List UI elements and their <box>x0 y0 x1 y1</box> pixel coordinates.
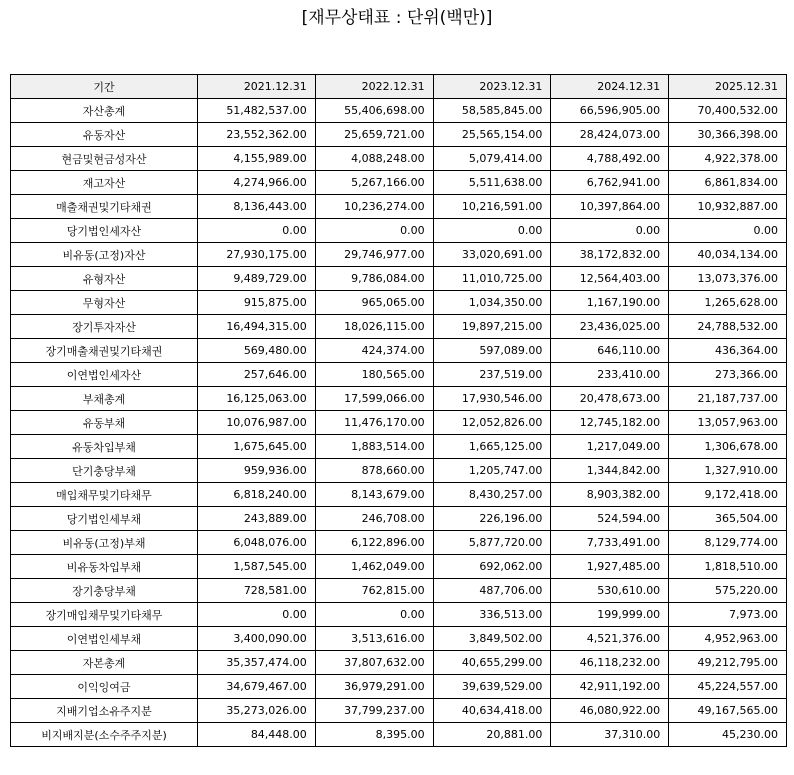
table-cell-value: 40,034,134.00 <box>669 243 787 267</box>
table-row <box>11 243 787 267</box>
row-label: 이연법인세자산 <box>11 363 198 387</box>
table-cell-value: 530,610.00 <box>551 579 669 603</box>
table-cell-value: 30,366,398.00 <box>669 123 787 147</box>
table-cell-value: 20,478,673.00 <box>551 387 669 411</box>
table-cell-value: 35,357,474.00 <box>198 651 316 675</box>
table-cell-value: 336,513.00 <box>433 603 551 627</box>
table-row <box>11 291 787 315</box>
table-row <box>11 195 787 219</box>
table-cell-value: 16,494,315.00 <box>198 315 316 339</box>
table-cell-value: 7,733,491.00 <box>551 531 669 555</box>
table-cell-value: 1,665,125.00 <box>433 435 551 459</box>
table-cell-value: 5,511,638.00 <box>433 171 551 195</box>
table-cell-value: 915,875.00 <box>198 291 316 315</box>
table-cell-value: 1,167,190.00 <box>551 291 669 315</box>
row-label: 장기매출채권및기타채권 <box>11 339 198 363</box>
table-cell-value: 66,596,905.00 <box>551 99 669 123</box>
table-row <box>11 579 787 603</box>
table-cell-value: 6,818,240.00 <box>198 483 316 507</box>
table-cell-value: 8,430,257.00 <box>433 483 551 507</box>
table-cell-value: 878,660.00 <box>315 459 433 483</box>
table-cell-value: 524,594.00 <box>551 507 669 531</box>
table-cell-value: 3,513,616.00 <box>315 627 433 651</box>
table-cell-value: 40,634,418.00 <box>433 699 551 723</box>
table-cell-value: 21,187,737.00 <box>669 387 787 411</box>
table-cell-value: 49,167,565.00 <box>669 699 787 723</box>
column-header-year: 2023.12.31 <box>433 75 551 99</box>
table-cell-value: 12,745,182.00 <box>551 411 669 435</box>
table-row <box>11 603 787 627</box>
row-label: 유동자산 <box>11 123 198 147</box>
table-cell-value: 24,788,532.00 <box>669 315 787 339</box>
table-cell-value: 4,922,378.00 <box>669 147 787 171</box>
table-row <box>11 363 787 387</box>
table-cell-value: 646,110.00 <box>551 339 669 363</box>
table-cell-value: 487,706.00 <box>433 579 551 603</box>
table-cell-value: 1,265,628.00 <box>669 291 787 315</box>
table-cell-value: 8,903,382.00 <box>551 483 669 507</box>
row-label: 장기매입채무및기타채무 <box>11 603 198 627</box>
table-cell-value: 84,448.00 <box>198 723 316 747</box>
table-cell-value: 233,410.00 <box>551 363 669 387</box>
table-cell-value: 4,155,989.00 <box>198 147 316 171</box>
table-cell-value: 959,936.00 <box>198 459 316 483</box>
header-row <box>11 75 787 99</box>
table-row <box>11 723 787 747</box>
table-cell-value: 37,310.00 <box>551 723 669 747</box>
table-row <box>11 339 787 363</box>
table-cell-value: 23,436,025.00 <box>551 315 669 339</box>
table-cell-value: 0.00 <box>433 219 551 243</box>
table-cell-value: 10,236,274.00 <box>315 195 433 219</box>
table-cell-value: 45,230.00 <box>669 723 787 747</box>
table-row <box>11 171 787 195</box>
table-cell-value: 37,799,237.00 <box>315 699 433 723</box>
table-cell-value: 6,048,076.00 <box>198 531 316 555</box>
table-cell-value: 1,327,910.00 <box>669 459 787 483</box>
table-cell-value: 597,089.00 <box>433 339 551 363</box>
row-label: 재고자산 <box>11 171 198 195</box>
table-cell-value: 199,999.00 <box>551 603 669 627</box>
table-cell-value: 0.00 <box>315 219 433 243</box>
table-cell-value: 692,062.00 <box>433 555 551 579</box>
table-cell-value: 10,076,987.00 <box>198 411 316 435</box>
table-cell-value: 39,639,529.00 <box>433 675 551 699</box>
column-header-year: 2021.12.31 <box>198 75 316 99</box>
table-cell-value: 1,927,485.00 <box>551 555 669 579</box>
table-cell-value: 17,599,066.00 <box>315 387 433 411</box>
table-cell-value: 257,646.00 <box>198 363 316 387</box>
table-cell-value: 13,073,376.00 <box>669 267 787 291</box>
table-cell-value: 25,565,154.00 <box>433 123 551 147</box>
table-cell-value: 1,217,049.00 <box>551 435 669 459</box>
table-cell-value: 38,172,832.00 <box>551 243 669 267</box>
table-cell-value: 6,122,896.00 <box>315 531 433 555</box>
table-cell-value: 3,400,090.00 <box>198 627 316 651</box>
table-cell-value: 10,932,887.00 <box>669 195 787 219</box>
table-cell-value: 8,136,443.00 <box>198 195 316 219</box>
table-row <box>11 555 787 579</box>
table-cell-value: 569,480.00 <box>198 339 316 363</box>
table-row <box>11 651 787 675</box>
table-cell-value: 34,679,467.00 <box>198 675 316 699</box>
row-label: 무형자산 <box>11 291 198 315</box>
table-cell-value: 8,129,774.00 <box>669 531 787 555</box>
table-cell-value: 4,521,376.00 <box>551 627 669 651</box>
table-cell-value: 6,861,834.00 <box>669 171 787 195</box>
table-cell-value: 226,196.00 <box>433 507 551 531</box>
table-cell-value: 243,889.00 <box>198 507 316 531</box>
table-cell-value: 10,216,591.00 <box>433 195 551 219</box>
table-cell-value: 5,079,414.00 <box>433 147 551 171</box>
table-cell-value: 180,565.00 <box>315 363 433 387</box>
table-cell-value: 4,788,492.00 <box>551 147 669 171</box>
table-cell-value: 1,818,510.00 <box>669 555 787 579</box>
row-label: 유동차입부채 <box>11 435 198 459</box>
table-cell-value: 19,897,215.00 <box>433 315 551 339</box>
table-cell-value: 27,930,175.00 <box>198 243 316 267</box>
table-cell-value: 11,010,725.00 <box>433 267 551 291</box>
table-cell-value: 273,366.00 <box>669 363 787 387</box>
column-header-year: 2024.12.31 <box>551 75 669 99</box>
table-cell-value: 16,125,063.00 <box>198 387 316 411</box>
table-cell-value: 1,587,545.00 <box>198 555 316 579</box>
table-cell-value: 1,205,747.00 <box>433 459 551 483</box>
table-cell-value: 51,482,537.00 <box>198 99 316 123</box>
table-cell-value: 0.00 <box>669 219 787 243</box>
table-cell-value: 575,220.00 <box>669 579 787 603</box>
table-cell-value: 23,552,362.00 <box>198 123 316 147</box>
table-row <box>11 483 787 507</box>
table-cell-value: 762,815.00 <box>315 579 433 603</box>
table-cell-value: 1,675,645.00 <box>198 435 316 459</box>
row-label: 비지배지분(소수주주지분) <box>11 723 198 747</box>
table-row <box>11 435 787 459</box>
column-header-period: 기간 <box>11 75 198 99</box>
table-cell-value: 46,080,922.00 <box>551 699 669 723</box>
row-label: 유형자산 <box>11 267 198 291</box>
row-label: 매입채무및기타채무 <box>11 483 198 507</box>
table-cell-value: 13,057,963.00 <box>669 411 787 435</box>
table-cell-value: 728,581.00 <box>198 579 316 603</box>
table-cell-value: 8,143,679.00 <box>315 483 433 507</box>
table-cell-value: 12,564,403.00 <box>551 267 669 291</box>
table-row <box>11 219 787 243</box>
table-cell-value: 9,489,729.00 <box>198 267 316 291</box>
table-cell-value: 10,397,864.00 <box>551 195 669 219</box>
table-cell-value: 8,395.00 <box>315 723 433 747</box>
table-cell-value: 3,849,502.00 <box>433 627 551 651</box>
table-cell-value: 28,424,073.00 <box>551 123 669 147</box>
table-row <box>11 531 787 555</box>
table-cell-value: 0.00 <box>198 219 316 243</box>
row-label: 단기충당부채 <box>11 459 198 483</box>
row-label: 매출채권및기타채권 <box>11 195 198 219</box>
table-cell-value: 1,344,842.00 <box>551 459 669 483</box>
table-cell-value: 9,172,418.00 <box>669 483 787 507</box>
table-cell-value: 4,088,248.00 <box>315 147 433 171</box>
table-cell-value: 1,306,678.00 <box>669 435 787 459</box>
table-row <box>11 147 787 171</box>
column-header-year: 2025.12.31 <box>669 75 787 99</box>
table-row <box>11 387 787 411</box>
row-label: 비유동(고정)자산 <box>11 243 198 267</box>
table-cell-value: 46,118,232.00 <box>551 651 669 675</box>
table-cell-value: 29,746,977.00 <box>315 243 433 267</box>
table-cell-value: 45,224,557.00 <box>669 675 787 699</box>
row-label: 자산총계 <box>11 99 198 123</box>
table-cell-value: 436,364.00 <box>669 339 787 363</box>
table-row <box>11 699 787 723</box>
table-row <box>11 267 787 291</box>
table-cell-value: 5,267,166.00 <box>315 171 433 195</box>
page-title: [재무상태표 : 단위(백만)] <box>301 8 493 28</box>
table-cell-value: 0.00 <box>551 219 669 243</box>
table-row <box>11 99 787 123</box>
table-cell-value: 4,274,966.00 <box>198 171 316 195</box>
table-row <box>11 459 787 483</box>
table-cell-value: 365,504.00 <box>669 507 787 531</box>
table-row <box>11 675 787 699</box>
table-cell-value: 36,979,291.00 <box>315 675 433 699</box>
table-cell-value: 5,877,720.00 <box>433 531 551 555</box>
table-cell-value: 11,476,170.00 <box>315 411 433 435</box>
table-cell-value: 17,930,546.00 <box>433 387 551 411</box>
row-label: 비유동(고정)부채 <box>11 531 198 555</box>
table-cell-value: 70,400,532.00 <box>669 99 787 123</box>
row-label: 장기충당부채 <box>11 579 198 603</box>
row-label: 비유동차입부채 <box>11 555 198 579</box>
table-cell-value: 7,973.00 <box>669 603 787 627</box>
row-label: 이익잉여금 <box>11 675 198 699</box>
table-cell-value: 35,273,026.00 <box>198 699 316 723</box>
row-label: 당기법인세부채 <box>11 507 198 531</box>
table-cell-value: 237,519.00 <box>433 363 551 387</box>
column-header-year: 2022.12.31 <box>315 75 433 99</box>
table-cell-value: 40,655,299.00 <box>433 651 551 675</box>
row-label: 이연법인세부채 <box>11 627 198 651</box>
table-cell-value: 37,807,632.00 <box>315 651 433 675</box>
table-cell-value: 1,462,049.00 <box>315 555 433 579</box>
table-cell-value: 25,659,721.00 <box>315 123 433 147</box>
table-cell-value: 424,374.00 <box>315 339 433 363</box>
table-row <box>11 627 787 651</box>
table-cell-value: 0.00 <box>198 603 316 627</box>
table-cell-value: 12,052,826.00 <box>433 411 551 435</box>
table-row <box>11 411 787 435</box>
table-cell-value: 4,952,963.00 <box>669 627 787 651</box>
table-cell-value: 965,065.00 <box>315 291 433 315</box>
table-cell-value: 1,883,514.00 <box>315 435 433 459</box>
table-row <box>11 315 787 339</box>
row-label: 현금및현금성자산 <box>11 147 198 171</box>
balance-sheet-table <box>10 74 787 747</box>
table-cell-value: 18,026,115.00 <box>315 315 433 339</box>
table-cell-value: 0.00 <box>315 603 433 627</box>
table-cell-value: 55,406,698.00 <box>315 99 433 123</box>
table-cell-value: 33,020,691.00 <box>433 243 551 267</box>
table-row <box>11 507 787 531</box>
table-cell-value: 49,212,795.00 <box>669 651 787 675</box>
table-body <box>11 99 787 747</box>
table-cell-value: 246,708.00 <box>315 507 433 531</box>
table-cell-value: 6,762,941.00 <box>551 171 669 195</box>
table-row <box>11 123 787 147</box>
row-label: 자본총계 <box>11 651 198 675</box>
table-cell-value: 42,911,192.00 <box>551 675 669 699</box>
table-cell-value: 58,585,845.00 <box>433 99 551 123</box>
row-label: 유동부채 <box>11 411 198 435</box>
table-cell-value: 9,786,084.00 <box>315 267 433 291</box>
table-cell-value: 20,881.00 <box>433 723 551 747</box>
row-label: 장기투자자산 <box>11 315 198 339</box>
table-cell-value: 1,034,350.00 <box>433 291 551 315</box>
row-label: 지배기업소유주지분 <box>11 699 198 723</box>
row-label: 당기법인세자산 <box>11 219 198 243</box>
row-label: 부채총계 <box>11 387 198 411</box>
